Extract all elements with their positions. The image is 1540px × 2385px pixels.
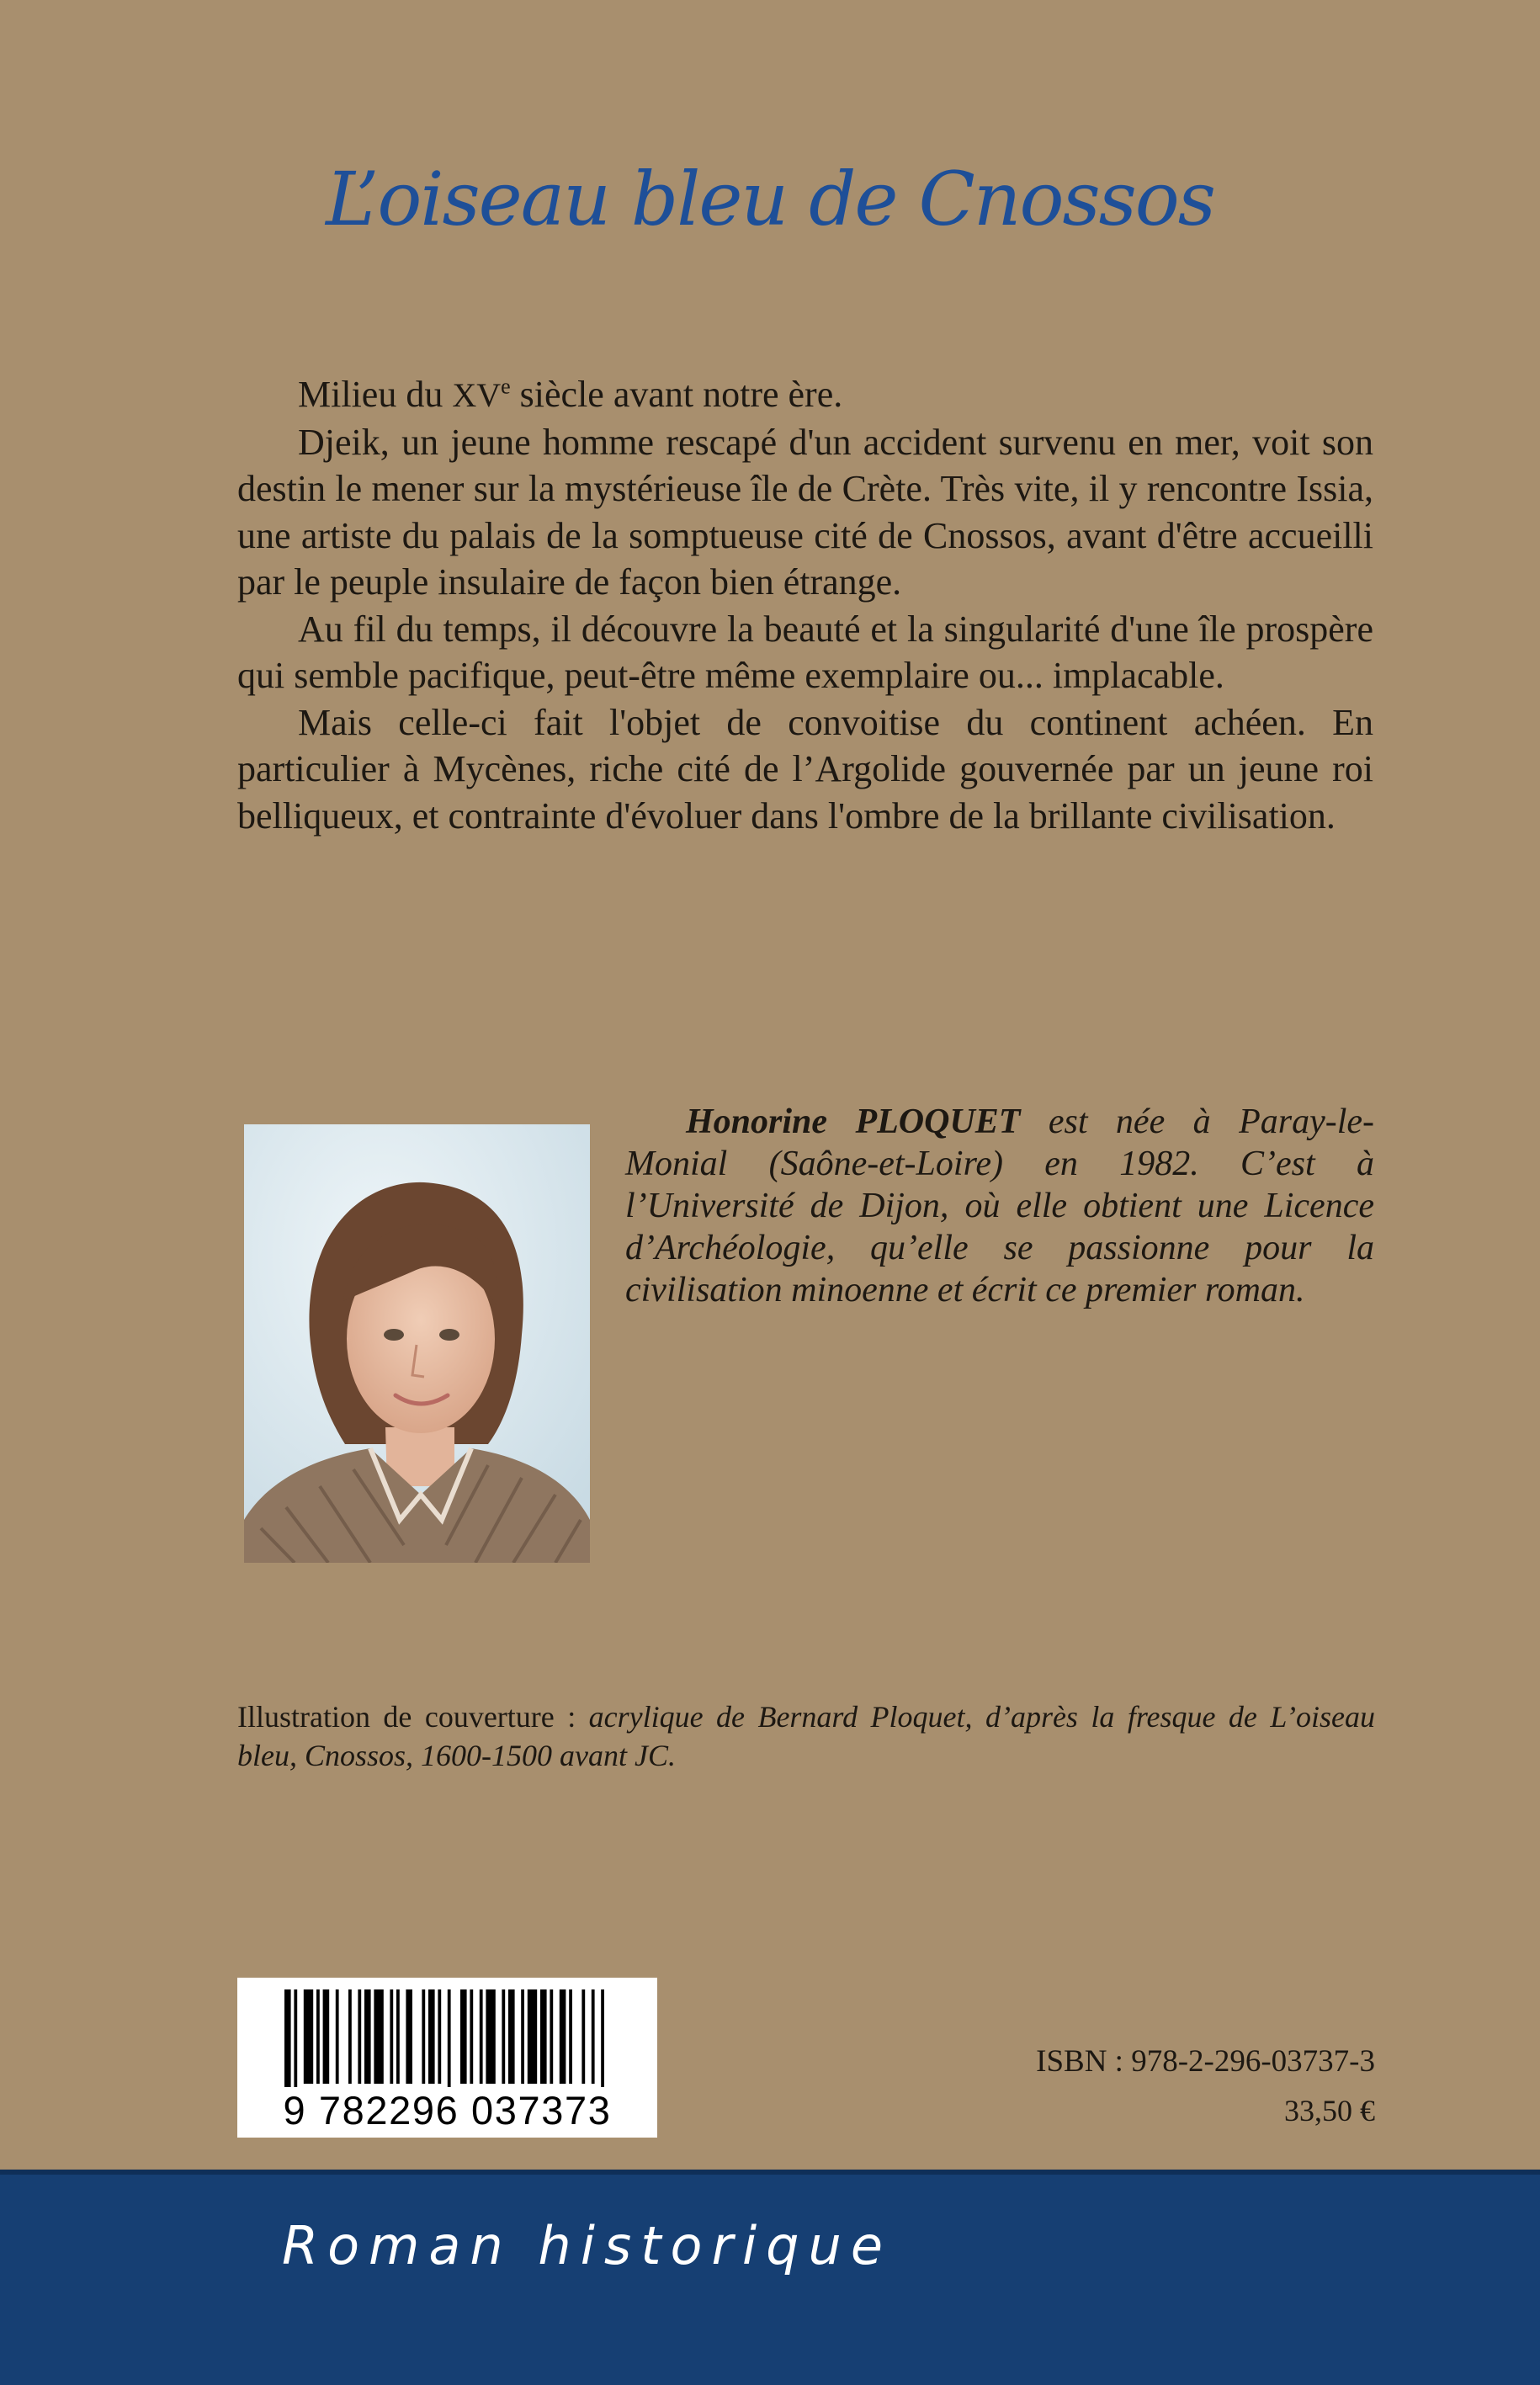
- barcode-bar: [560, 1989, 566, 2084]
- barcode-bar: [601, 1989, 604, 2087]
- barcode-bar: [540, 1989, 547, 2084]
- barcode-bar: [470, 1989, 473, 2084]
- barcode-bar: [422, 1989, 425, 2084]
- blurb-text: Milieu du: [298, 374, 453, 415]
- barcode-bar: [284, 1989, 291, 2087]
- barcode-bar: [323, 1989, 330, 2084]
- book-title: L’oiseau bleu de Cnossos: [326, 156, 1214, 242]
- barcode-bar: [396, 1989, 400, 2084]
- barcode-bar: [521, 1989, 524, 2084]
- barcode-bar: [592, 1989, 595, 2084]
- barcode-bar: [581, 1989, 585, 2084]
- bio-text: est née à Paray-le-Monial (Saône-et-Loire) en 1982. C’est à l’Université de Dijon, où elle obtient une Licence d’Archéologie, qu’elle se passionne pour la civilisation minoenne et écrit ce premier roman.: [625, 1102, 1374, 1309]
- barcode-bar: [428, 1989, 435, 2084]
- credit-label: Illustration de couverture :: [237, 1700, 589, 1734]
- isbn: ISBN : 978-2-296-03737-3: [1036, 2044, 1375, 2079]
- barcode-bar: [294, 1989, 297, 2087]
- author-portrait-illustration: [244, 1124, 590, 1563]
- barcode-bar: [502, 1989, 505, 2084]
- credit-text: acrylique de Bernard Ploquet, d’après la fresque de L’oiseau bleu, Cnossos, 1600-1500 avant JC.: [237, 1700, 1375, 1772]
- barcode-bar: [348, 1989, 352, 2084]
- band-divider: [0, 2170, 1540, 2175]
- credit-paragraph: [237, 1697, 1375, 1775]
- back-cover-blurb: [237, 371, 1373, 839]
- bio-paragraph: [625, 1101, 1374, 1311]
- barcode-bar: [374, 1989, 383, 2084]
- blurb-paragraph: [237, 371, 1373, 419]
- barcode-bar: [358, 1989, 361, 2084]
- author-name: Honorine PLOQUET: [686, 1102, 1021, 1141]
- blurb-paragraph: Mais celle-ci fait l'objet de convoitise du continent achéen. En particulier à Mycènes, riche cité de l’Argolide gouvernée par un jeune roi belliqueux, et contrainte d'évoluer dans l'ombre de la brillante civilisation.: [237, 701, 1373, 837]
- series-band: [0, 2170, 1540, 2385]
- barcode-bar: [569, 1989, 572, 2084]
- series-label: Roman historique: [282, 2215, 892, 2276]
- barcode-bar: [486, 1989, 495, 2084]
- author-bio: [625, 1101, 1374, 1311]
- price: 33,50 €: [1284, 2094, 1375, 2127]
- barcode-bar: [336, 1989, 339, 2084]
- barcode-bars: [237, 1978, 657, 2087]
- century-numeral: XV: [452, 376, 502, 414]
- author-photo: [244, 1124, 590, 1563]
- barcode-bar: [528, 1989, 537, 2084]
- barcode-digits: 9 782296 037373: [283, 2088, 612, 2133]
- barcode-bar: [438, 1989, 441, 2084]
- barcode-bar: [406, 1989, 412, 2084]
- blurb-paragraph: Au fil du temps, il découvre la beauté et la singularité d'une île prospère qui semble pacifique, peut-être même exemplaire ou... implacable.: [237, 608, 1373, 696]
- barcode-bar: [508, 1989, 515, 2084]
- barcode-bar: [316, 1989, 320, 2084]
- barcode-bar: [304, 1989, 313, 2084]
- barcode-bar: [460, 1989, 467, 2084]
- blurb-paragraph: Djeik, un jeune homme rescapé d'un accident survenu en mer, voit son destin le mener sur la mystérieuse île de Crète. Très vite, il y rencontre Issia, une artiste du palais de la somptueuse cité de Cnossos, avant d'être accueilli par le peuple insulaire de façon bien étrange.: [237, 421, 1373, 603]
- barcode: [237, 1978, 657, 2138]
- century-superscript: e: [501, 374, 511, 399]
- blurb-text: siècle avant notre ère.: [510, 374, 843, 415]
- barcode-bar: [448, 1989, 451, 2087]
- cover-illustration-credit: [237, 1697, 1375, 1775]
- barcode-bar: [364, 1989, 371, 2084]
- barcode-bar: [390, 1989, 393, 2084]
- barcode-bar: [550, 1989, 553, 2084]
- barcode-bar: [480, 1989, 483, 2084]
